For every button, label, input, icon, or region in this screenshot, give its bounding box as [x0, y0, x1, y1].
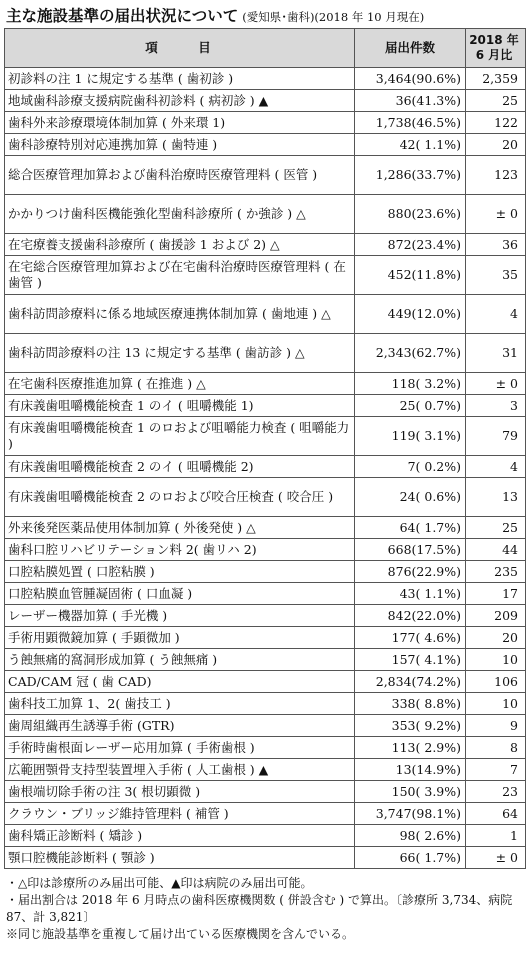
cell-count: 150( 3.9%): [355, 781, 466, 803]
cell-item: 歯周組織再生誘導手術 (GTR): [5, 715, 355, 737]
cell-count: 42( 1.1%): [355, 134, 466, 156]
table-row: [5, 417, 526, 456]
table-row: [5, 90, 526, 112]
cell-count: 177( 4.6%): [355, 627, 466, 649]
table-row: [5, 156, 526, 195]
cell-diff: 13: [466, 478, 526, 517]
cell-diff: ± 0: [466, 195, 526, 234]
cell-count: 119( 3.1%): [355, 417, 466, 456]
table-row: [5, 195, 526, 234]
header-compare-line1: 2018 年: [469, 33, 519, 47]
cell-item: 歯科矯正診断料 ( 矯診 ): [5, 825, 355, 847]
cell-item: 有床義歯咀嚼機能検査 2 のイ ( 咀嚼機能 2): [5, 456, 355, 478]
facility-standards-table: [4, 28, 526, 869]
table-row: [5, 627, 526, 649]
cell-diff: 79: [466, 417, 526, 456]
table-row: [5, 478, 526, 517]
footnote-3: ※同じ施設基準を重複して届け出ている医療機関を含んでいる。: [6, 927, 355, 941]
cell-diff: 20: [466, 134, 526, 156]
cell-count: 338( 8.8%): [355, 693, 466, 715]
title-main: 主な施設基準の届出状況について: [6, 7, 239, 25]
cell-item: かかりつけ歯科医機能強化型歯科診療所 ( か強診 ) △: [5, 195, 355, 234]
table-header-row: [5, 29, 526, 68]
cell-count: 1,286(33.7%): [355, 156, 466, 195]
table-row: [5, 456, 526, 478]
cell-diff: 36: [466, 234, 526, 256]
table-row: [5, 295, 526, 334]
cell-diff: 235: [466, 561, 526, 583]
cell-diff: 8: [466, 737, 526, 759]
cell-diff: 23: [466, 781, 526, 803]
table-row: [5, 715, 526, 737]
table-row: [5, 68, 526, 90]
cell-diff: 64: [466, 803, 526, 825]
cell-item: 外来後発医薬品使用体制加算 ( 外後発使 ) △: [5, 517, 355, 539]
cell-diff: ± 0: [466, 373, 526, 395]
cell-count: 98( 2.6%): [355, 825, 466, 847]
cell-item: クラウン・ブリッジ維持管理料 ( 補管 ): [5, 803, 355, 825]
cell-item: 広範囲顎骨支持型装置埋入手術 ( 人工歯根 ) ▲: [5, 759, 355, 781]
cell-item: 顎口腔機能診断料 ( 顎診 ): [5, 847, 355, 869]
cell-count: 24( 0.6%): [355, 478, 466, 517]
cell-diff: 2,359: [466, 68, 526, 90]
table-row: [5, 539, 526, 561]
cell-count: 64( 1.7%): [355, 517, 466, 539]
table-row: [5, 373, 526, 395]
cell-item: 歯科技工加算 1、2( 歯技工 ): [5, 693, 355, 715]
cell-item: 有床義歯咀嚼機能検査 1 のロおよび咀嚼能力検査 ( 咀嚼能力 ): [5, 417, 355, 456]
table-row: [5, 334, 526, 373]
cell-diff: 209: [466, 605, 526, 627]
cell-diff: 106: [466, 671, 526, 693]
cell-diff: 9: [466, 715, 526, 737]
cell-item: 歯科訪問診療料の注 13 に規定する基準 ( 歯訪診 ) △: [5, 334, 355, 373]
cell-count: 2,834(74.2%): [355, 671, 466, 693]
document-title: [6, 4, 424, 28]
cell-diff: 20: [466, 627, 526, 649]
cell-item: 口腔粘膜処置 ( 口腔粘膜 ): [5, 561, 355, 583]
cell-diff: 4: [466, 295, 526, 334]
cell-item: 口腔粘膜血管腫凝固術 ( 口血凝 ): [5, 583, 355, 605]
cell-count: 7( 0.2%): [355, 456, 466, 478]
cell-diff: 1: [466, 825, 526, 847]
table-row: [5, 112, 526, 134]
cell-count: 113( 2.9%): [355, 737, 466, 759]
cell-item: 初診料の注 1 に規定する基準 ( 歯初診 ): [5, 68, 355, 90]
table-row: [5, 803, 526, 825]
table-row: [5, 583, 526, 605]
cell-diff: 17: [466, 583, 526, 605]
cell-item: 地域歯科診療支援病院歯科初診料 ( 病初診 ) ▲: [5, 90, 355, 112]
table-row: [5, 847, 526, 869]
cell-diff: 25: [466, 517, 526, 539]
cell-item: 歯科外来診療環境体制加算 ( 外来環 1): [5, 112, 355, 134]
cell-item: 在宅歯科医療推進加算 ( 在推進 ) △: [5, 373, 355, 395]
table-row: [5, 234, 526, 256]
header-compare: [466, 29, 526, 68]
table-row: [5, 649, 526, 671]
table-row: [5, 605, 526, 627]
cell-count: 3,464(90.6%): [355, 68, 466, 90]
table-row: [5, 517, 526, 539]
cell-diff: 3: [466, 395, 526, 417]
table-row: [5, 759, 526, 781]
cell-count: 353( 9.2%): [355, 715, 466, 737]
cell-diff: 25: [466, 90, 526, 112]
cell-count: 66( 1.7%): [355, 847, 466, 869]
cell-diff: 10: [466, 693, 526, 715]
header-compare-line2: 6 月比: [475, 48, 513, 62]
footnote-1: ・△印は診療所のみ届出可能、▲印は病院のみ届出可能。: [6, 876, 313, 890]
cell-count: 3,747(98.1%): [355, 803, 466, 825]
table-row: [5, 671, 526, 693]
footnotes: [6, 875, 526, 943]
table-row: [5, 825, 526, 847]
cell-count: 43( 1.1%): [355, 583, 466, 605]
table-row: [5, 561, 526, 583]
cell-count: 842(22.0%): [355, 605, 466, 627]
table-row: [5, 781, 526, 803]
cell-diff: 4: [466, 456, 526, 478]
cell-item: CAD/CAM 冠 ( 歯 CAD): [5, 671, 355, 693]
cell-count: 2,343(62.7%): [355, 334, 466, 373]
header-item: 項 目: [5, 29, 355, 68]
title-subtitle: (愛知県･歯科)(2018 年 10 月現在): [242, 10, 425, 24]
cell-count: 25( 0.7%): [355, 395, 466, 417]
table-row: [5, 737, 526, 759]
cell-diff: 7: [466, 759, 526, 781]
cell-diff: 10: [466, 649, 526, 671]
cell-item: う蝕無痛的窩洞形成加算 ( う蝕無痛 ): [5, 649, 355, 671]
table-row: [5, 256, 526, 295]
header-count: 届出件数: [355, 29, 466, 68]
cell-diff: 122: [466, 112, 526, 134]
cell-item: 有床義歯咀嚼機能検査 2 のロおよび咬合圧検査 ( 咬合圧 ): [5, 478, 355, 517]
cell-count: 13(14.9%): [355, 759, 466, 781]
cell-item: 歯科診療特別対応連携加算 ( 歯特連 ): [5, 134, 355, 156]
cell-count: 157( 4.1%): [355, 649, 466, 671]
cell-count: 449(12.0%): [355, 295, 466, 334]
cell-count: 880(23.6%): [355, 195, 466, 234]
cell-item: 歯科口腔リハビリテーション料 2( 歯リハ 2): [5, 539, 355, 561]
table-body: [5, 68, 526, 869]
cell-count: 452(11.8%): [355, 256, 466, 295]
cell-diff: 31: [466, 334, 526, 373]
footnote-2: ・届出割合は 2018 年 6 月時点の歯科医療機関数 ( 併設含む ) で算出。〔診療所 3,734、病院 87、計 3,821〕: [6, 893, 513, 924]
cell-count: 668(17.5%): [355, 539, 466, 561]
cell-item: 歯根端切除手術の注 3( 根切顕微 ): [5, 781, 355, 803]
cell-item: 手術時歯根面レーザー応用加算 ( 手術歯根 ): [5, 737, 355, 759]
cell-item: 有床義歯咀嚼機能検査 1 のイ ( 咀嚼機能 1): [5, 395, 355, 417]
cell-diff: ± 0: [466, 847, 526, 869]
table-row: [5, 395, 526, 417]
cell-diff: 44: [466, 539, 526, 561]
table-row: [5, 134, 526, 156]
cell-count: 876(22.9%): [355, 561, 466, 583]
cell-item: 在宅療養支援歯科診療所 ( 歯援診 1 および 2) △: [5, 234, 355, 256]
cell-diff: 35: [466, 256, 526, 295]
cell-item: 手術用顕微鏡加算 ( 手顕微加 ): [5, 627, 355, 649]
cell-item: 在宅総合医療管理加算および在宅歯科治療時医療管理料 ( 在歯管 ): [5, 256, 355, 295]
cell-item: 総合医療管理加算および歯科治療時医療管理料 ( 医管 ): [5, 156, 355, 195]
cell-count: 118( 3.2%): [355, 373, 466, 395]
cell-count: 872(23.4%): [355, 234, 466, 256]
cell-item: レーザー機器加算 ( 手光機 ): [5, 605, 355, 627]
cell-count: 36(41.3%): [355, 90, 466, 112]
cell-item: 歯科訪問診療料に係る地域医療連携体制加算 ( 歯地連 ) △: [5, 295, 355, 334]
cell-count: 1,738(46.5%): [355, 112, 466, 134]
table-row: [5, 693, 526, 715]
cell-diff: 123: [466, 156, 526, 195]
